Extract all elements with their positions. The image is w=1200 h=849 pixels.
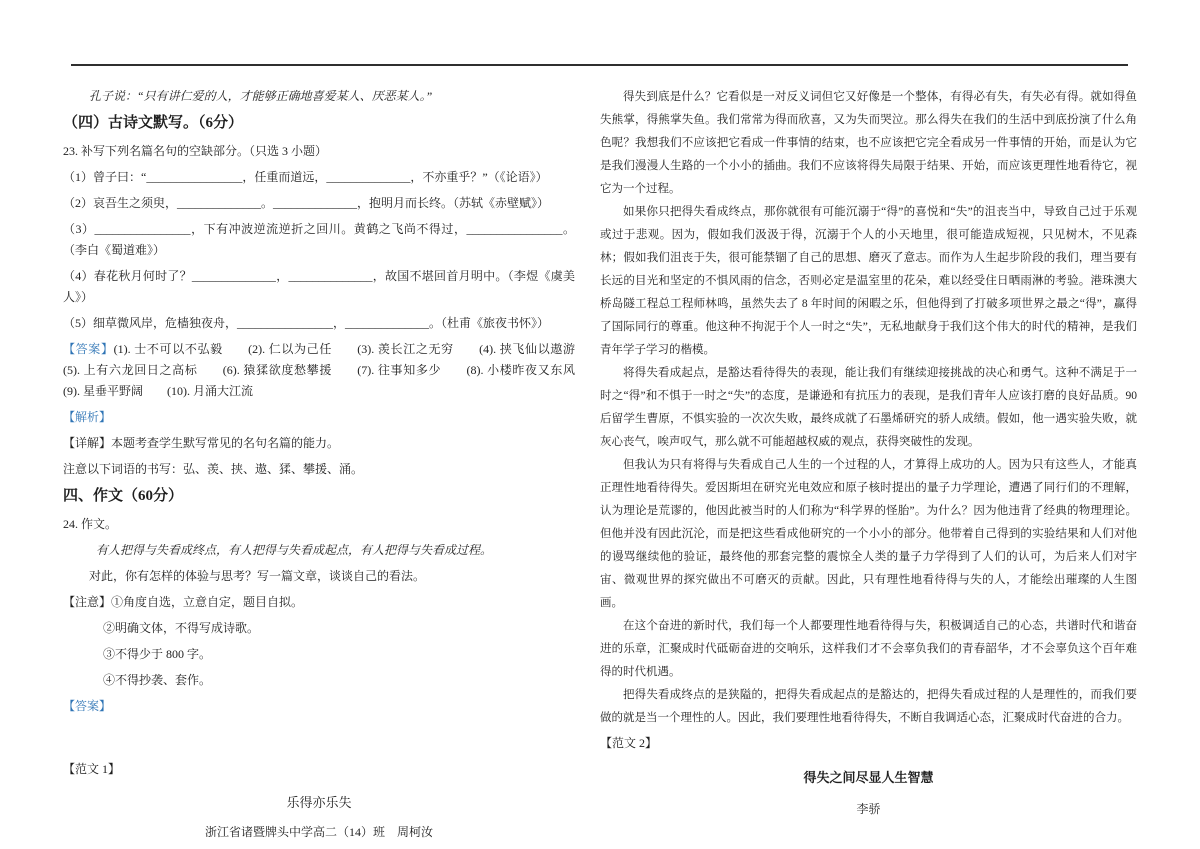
notice-item-2: ②明确文体，不得写成诗歌。 (103, 621, 260, 635)
q24-question: 对此，你有怎样的体验与思考？写一篇文章，谈谈自己的看法。 (89, 569, 426, 583)
notice-item-4: ④不得抄袭、套作。 (103, 673, 212, 687)
essay-paragraph-4: 但我认为只有将得与失看成自己人生的一个过程的人，才算得上成功的人。因为只有这些人，才能真正理性地看待得失。爱因斯坦在研究光电效应和原子核时提出的量子力学理论，遭遇了同行们的不理解，认为理论是荒谬的，他因此被当时的人们称为“科学界的怪胎”。为什么？因为他违背了经典的物理理论。但他并没有因此沉沦，而是把这些看成他研究的一个小小的部分。他带着自己得到的实验结果和人们对他的谩骂继续他的验证，最终他的那套完整的震惊全人类的量子力学得到了人们的认可，为后来人们对宇宙、微观世界的探究做出不可磨灭的贡献。因此，只有理性地看待得与失的人，才能绘出璀璨的人生图画。 (600, 459, 1137, 609)
essay-paragraph-2: 如果你只把得失看成终点，那你就很有可能沉溺于“得”的喜悦和“失”的沮丧当中，导致自己过于乐观或过于悲观。因为，假如我们汲汲于得，沉溺于个人的小天地里，很可能造成短视，只见树木，不见森林；假如我们沮丧于失，很可能禁锢了自己的思想、磨灭了意志。而作为人生起步阶段的我们，理当要有长远的目光和坚定的不惧风雨的信念，否则必定是温室里的花朵，难以经受住日晒雨淋的考验。港珠澳大桥岛隧工程总工程师林鸣，虽然失去了 8 年时间的闲暇之乐，但他得到了打破多项世界之最之“得”，赢得了国际同行的尊重。他这种不拘泥于个人一时之“失”，无私地献身于我们这个伟大的时代的精神，是我们青年学子学习的楷模。 (600, 206, 1137, 356)
q23-answer-line (63, 339, 600, 402)
answer-text: (1). 士不可以不弘毅 (2). 仁以为己任 (3). 羡长江之无穷 (4). 挟飞仙以遨游 (5). 上有六龙回日之高标 (6). 猿猱欲度愁攀援 (7). 往事知多少 (8). 小楼昨夜又东风 (9). 星垂平野阔 (10). 月涌大江流 (63, 342, 600, 398)
q24-prompt: 有人把得与失看成终点，有人把得与失看成起点，有人把得与失看成过程。 (96, 543, 493, 557)
writing-note: 注意以下词语的书写：弘、羡、挟、遨、猱、攀援、涌。 (63, 462, 364, 476)
q23-item-2: （2）哀吾生之须臾，______________。______________，抱明月而长终。（苏轼《赤壁赋》） (63, 196, 550, 210)
detail-text: 【详解】本题考查学生默写常见的名句名篇的能力。 (63, 436, 340, 450)
q23-item-4: （4）春花秋月何时了？______________，______________，故国不堪回首月明中。（李煜《虞美人》） (63, 269, 575, 304)
essay-2-title: 得失之间尽显人生智慧 (803, 770, 934, 785)
notice-line: 【注意】①角度自选，立意自定，题目自拟。 (63, 595, 304, 609)
q23-item-1: （1）曾子曰：“________________，任重而道远，______________，不亦重乎？”（《论语》） (63, 170, 548, 184)
model-essay-1-label: 【范文 1】 (63, 762, 121, 776)
answer-label: 【答案】 (63, 342, 114, 356)
essay-paragraph-3: 将得失看成起点，是豁达看待得失的表现，能让我们有继续迎接挑战的决心和勇气。这种不满足于一时之“得”和不惧于一时之“失”的态度，是谦逊和有抗压力的表现，是我们青年人应该打磨的良好品质。90 后留学生曹原，不惧实验的一次次失败，最终成就了石墨烯研究的骄人成绩。假如，他一遇实验失败，就灰心丧气，唉声叹气，那么就不可能超越权威的观点，获得突破性的发现。 (600, 367, 1137, 448)
model-essay-2-label: 【范文 2】 (600, 736, 658, 750)
essay-1-byline: 浙江省诸暨牌头中学高二（14）班 周柯汝 (204, 825, 433, 839)
essay-answer-label: 【答案】 (63, 699, 112, 713)
essay-paragraph-1: 得失到底是什么？它看似是一对反义词但它又好像是一个整体，有得必有失，有失必有得。就如得鱼失熊掌，得熊掌失鱼。我们常常为得而欣喜，又为失而哭泣。那么得失在我们的生活中到底扮演了什么角色呢？我想我们不应该把它看成一件事情的结束，也不应该把它完全看成另一件事情的开始，而是认为它是我们漫漫人生路的一个小小的插曲。我们不应该将得失局限于结果、开始，而应该更理性地看待它，视它为一个过程。 (600, 91, 1137, 195)
writing-section-heading: 四、作文（60分） (63, 488, 184, 504)
confucius-quote: 孔子说：“只有讲仁爱的人，才能够正确地喜爱某人、厌恶某人。” (89, 89, 433, 103)
right-column (600, 86, 1137, 820)
left-column (63, 86, 600, 848)
header-rule (71, 64, 1128, 66)
essay-2-author: 李骄 (856, 802, 881, 816)
q23-stem: 23. 补写下列名篇名句的空缺部分。（只选 3 小题） (63, 144, 328, 158)
notice-item-3: ③不得少于 800 字。 (103, 647, 212, 661)
q24-stem: 24. 作文。 (63, 517, 118, 531)
essay-paragraph-5: 在这个奋进的新时代，我们每一个人都要理性地看待得与失，积极调适自己的心态，共谱时代和谐奋进的乐章，汇聚成时代砥砺奋进的交响乐，这样我们才不会辜负我们的青春韶华，才不会辜负这个百年难得的时代机遇。 (600, 620, 1137, 678)
q23-item-5: （5）细草微风岸，危樯独夜舟，________________，______________。（杜甫《旅夜书怀》） (63, 316, 550, 330)
q23-item-3: （3）________________，下有冲波逆流逆折之回川。黄鹤之飞尚不得过，________________。（李白《蜀道难》） (63, 222, 575, 257)
analysis-label: 【解析】 (63, 410, 112, 424)
dictation-section-heading: （四）古诗文默写。（6分） (63, 115, 244, 131)
essay-1-title: 乐得亦乐失 (286, 795, 352, 810)
essay-paragraph-6: 把得失看成终点的是狭隘的，把得失看成起点的是豁达的，把得失看成过程的人是理性的，而我们要做的就是当一个理性的人。因此，我们要理性地看待得失，不断自我调适心态，汇聚成时代奋进的合力。 (600, 689, 1137, 724)
